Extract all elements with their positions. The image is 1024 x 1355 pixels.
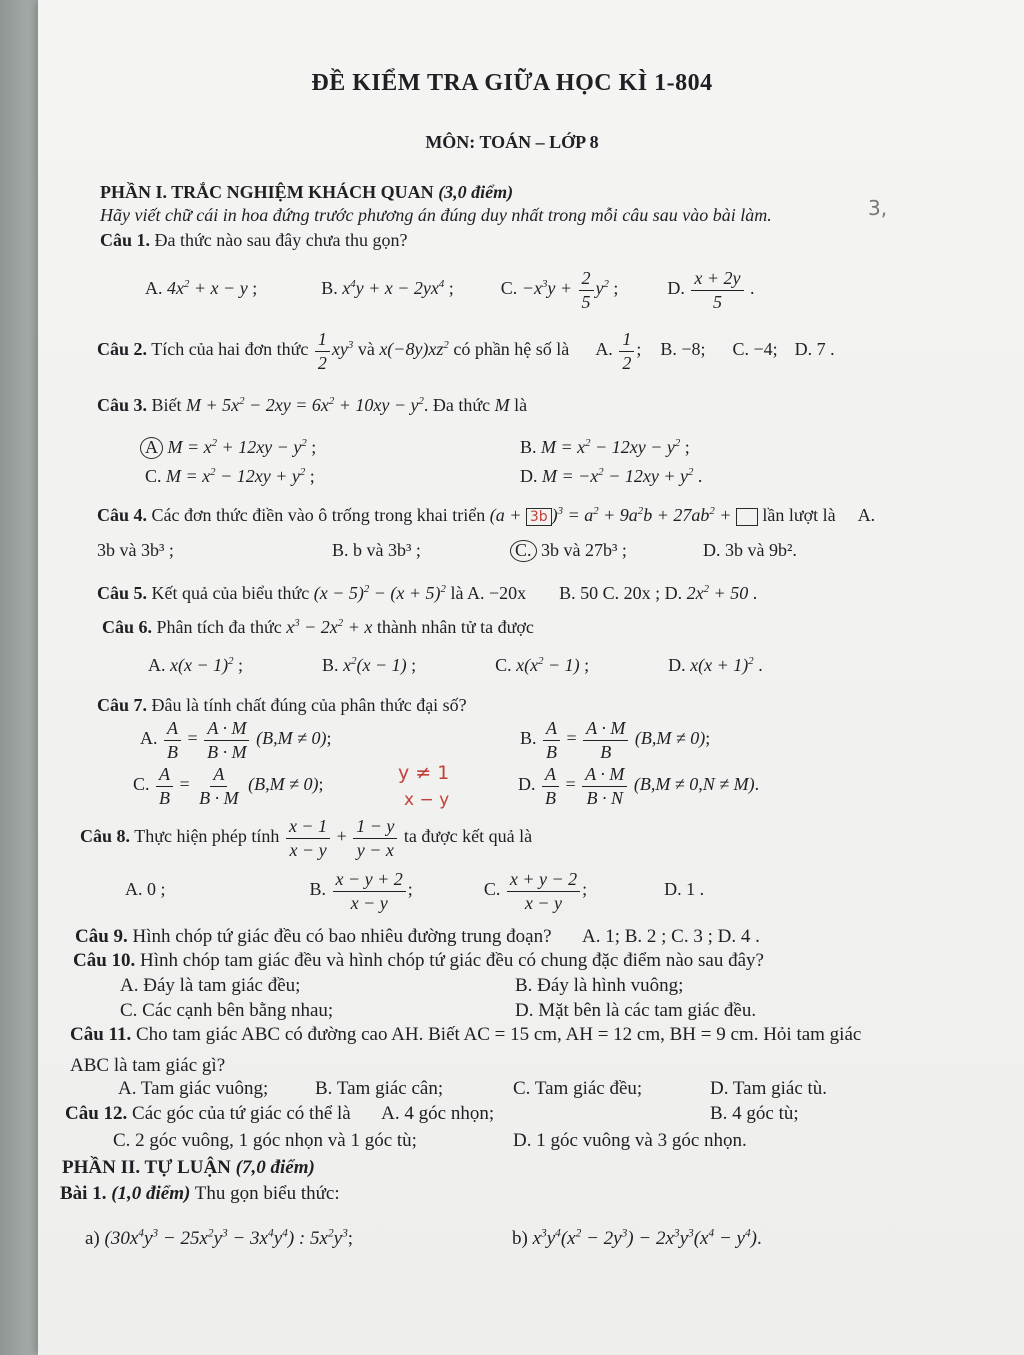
q3-option-b: B. $M = x^2 - 12xy - y^2$ ; xyxy=(520,437,690,457)
exam-subject: MÔN: TOÁN – LỚP 8 xyxy=(425,132,599,152)
exam-title: ĐỀ KIỂM TRA GIỮA HỌC KÌ 1-804 xyxy=(311,70,713,96)
q10-option-b: B. Đáy là hình vuông; xyxy=(515,975,684,996)
question-2: Câu 2. Tích của hai đơn thức $\frac{1}{2}$ $xy^3$ và $x(-8y)xz^2$ có phần hệ số là A. $\frac{1}{2}$ ; B. −8; C. −4; D. 7 . xyxy=(97,329,835,373)
q6-options: A. $x(x - 1)^2$ ; B. $x^2(x - 1)$ ; C. $x(x^2 - 1)$ ; D. $x(x + 1)^2$ . xyxy=(148,655,763,675)
handwritten-note-2: x − y xyxy=(404,790,450,810)
q12-option-b: B. 4 góc tù; xyxy=(710,1103,799,1124)
handwritten-note-1: y ≠ 1 xyxy=(398,762,450,784)
q8-options: A. 0 ; B. $\frac{x - y + 2}{x - y}$ ; C. $\frac{x + y - 2}{x - y}$ ; D. 1 . xyxy=(125,869,705,913)
q10-option-c: C. Các cạnh bên bằng nhau; xyxy=(120,1000,334,1021)
q11-option-a: A. Tam giác vuông; xyxy=(118,1078,269,1099)
bai1-heading: Bài 1. (1,0 điểm) Thu gọn biểu thức: xyxy=(60,1183,340,1204)
handwritten-note: 3, xyxy=(868,196,888,220)
q7-option-a: A. $\frac{A}{B}$ = $\frac{A \cdot M}{B \cdot M}$ (B,M ≠ 0); xyxy=(140,718,332,762)
question-6: Câu 6. Phân tích đa thức $x^3 - 2x^2 + x$ thành nhân tử ta được xyxy=(102,617,534,637)
question-11: Câu 11. Cho tam giác ABC có đường cao AH. Biết AC = 15 cm, AH = 12 cm, BH = 9 cm. Hỏi tam giác xyxy=(70,1024,862,1045)
q11-option-b: B. Tam giác cân; xyxy=(315,1078,444,1099)
part1-heading: PHẦN I. TRẮC NGHIỆM KHÁCH QUAN (3,0 điểm) xyxy=(100,182,514,202)
q7-option-b: B. $\frac{A}{B}$ = $\frac{A \cdot M}{B}$ (B,M ≠ 0); xyxy=(520,718,711,762)
q11-option-c: C. Tam giác đều; xyxy=(513,1078,643,1099)
q1-options: A. $4x^2 + x - y$ ; B. $x^4y + x - 2yx^4$ ; C. $-x^3y$ + $\frac{2}{5}$ $y^2$ ; D. $\frac{x + 2y}{5}$ . xyxy=(145,268,755,312)
question-3: Câu 3. Biết $M + 5x^2 - 2xy = 6x^2 + 10xy - y^2$. Đa thức M là xyxy=(97,395,528,415)
q3-option-c: C. $M = x^2 - 12xy + y^2$ ; xyxy=(145,466,315,486)
question-4: Câu 4. Các đơn thức điền vào ô trống trong khai triển (a + 3b )$^3 = a^2 + 9a^2b + 27ab^2$ + lần lượt là A. xyxy=(97,505,876,525)
filled-blank-box: 3b xyxy=(526,508,552,526)
question-9: Câu 9. Hình chóp tứ giác đều có bao nhiêu đường trung đoạn? A. 1; B. 2 ; C. 3 ; D. 4 . xyxy=(75,926,760,947)
q3-option-d: D. $M = -x^2 - 12xy + y^2$ . xyxy=(520,466,703,486)
bai1-part-b: b) $x^3y^4(x^2 - 2y^3) - 2x^3y^3(x^4 - y^4)$. xyxy=(512,1227,762,1249)
question-1: Câu 1. Đa thức nào sau đây chưa thu gọn? xyxy=(100,230,408,250)
question-8: Câu 8. Thực hiện phép tính $\frac{x - 1}{x - y}$ + $\frac{1 - y}{y - x}$ ta được kết quả là xyxy=(80,816,533,860)
q7-option-d: D. $\frac{A}{B}$ = $\frac{A \cdot M}{B \cdot N}$ (B,M ≠ 0,N ≠ M). xyxy=(518,764,760,808)
part1-instruction: Hãy viết chữ cái in hoa đứng trước phương án đúng duy nhất trong mỗi câu sau vào bài làm. xyxy=(100,205,772,225)
bai1-part-a: a) $(30x^4y^3 - 25x^2y^3 - 3x^4y^4)$ : $5x^2y^3$; xyxy=(85,1227,354,1249)
q4-option-d: D. 3b và 9b². xyxy=(703,540,797,560)
q4-option-a-answer: 3b và 3b³ ; xyxy=(97,540,174,560)
q10-option-d: D. Mặt bên là các tam giác đều. xyxy=(515,1000,757,1021)
q12-option-d: D. 1 góc vuông và 3 góc nhọn. xyxy=(513,1130,747,1151)
q12-option-c: C. 2 góc vuông, 1 góc nhọn và 1 góc tù; xyxy=(113,1130,417,1151)
question-10: Câu 10. Hình chóp tam giác đều và hình chóp tứ giác đều có chung đặc điểm nào sau đây? xyxy=(73,950,764,971)
q7-option-c: C. $\frac{A}{B}$ = $\frac{A}{B \cdot M}$ (B,M ≠ 0); xyxy=(133,764,324,808)
question-7: Câu 7. Đâu là tính chất đúng của phân thức đại số? xyxy=(97,695,467,715)
question-12: Câu 12. Các góc của tứ giác có thể là A. 4 góc nhọn; xyxy=(65,1103,495,1124)
q11-option-d: D. Tam giác tù. xyxy=(710,1078,828,1099)
question-11-cont: ABC là tam giác gì? xyxy=(70,1055,226,1076)
q4-option-c: C. 3b và 27b³ ; xyxy=(510,540,627,562)
q4-option-b: B. b và 3b³ ; xyxy=(332,540,421,560)
part2-heading: PHẦN II. TỰ LUẬN (7,0 điểm) xyxy=(62,1157,315,1178)
question-5: Câu 5. Kết quả của biểu thức $(x - 5)^2 - (x + 5)^2$ là A. −20x B. 50 C. 20x ; D. $2x^2 + 50$ . xyxy=(97,583,758,603)
q3-option-a: A $M = x^2 + 12xy - y^2$ ; xyxy=(140,437,316,459)
empty-blank-box xyxy=(736,508,758,526)
q10-option-a: A. Đáy là tam giác đều; xyxy=(120,975,301,996)
